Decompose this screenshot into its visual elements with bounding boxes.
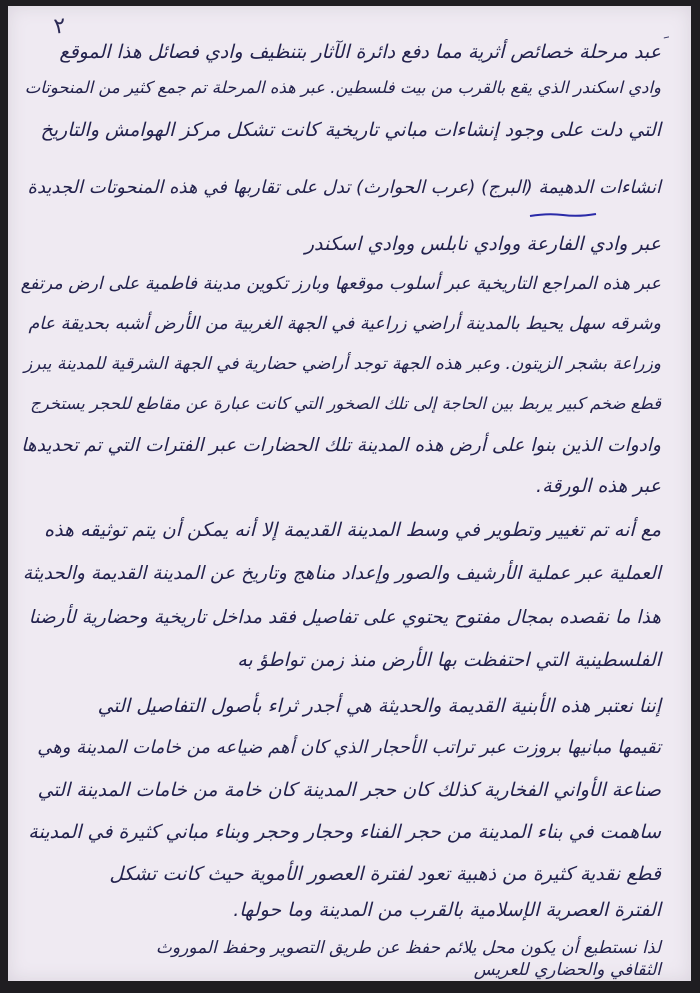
text-line: هذا ما نقصده بمجال مفتوح يحتوي على تفاصيل فقد مداخل تاريخية وحضارية لأرضنا — [28, 607, 661, 628]
handwritten-text-body — [8, 6, 691, 981]
text-line: وادوات الذين بنوا على أرض هذه المدينة تلك الحضارات عبر الفترات التي تم تحديدها — [21, 435, 661, 456]
corner-mark: ﹺ — [663, 20, 669, 41]
text-line: العملية عبر عملية الأرشيف والصور وإعداد مناهج وتاريخ عن المدينة القديمة والحديثة — [22, 563, 661, 584]
text-line: قطع نقدية كثيرة من ذهبية تعود لفترة العصور الأموية حيث كانت تشكل — [109, 863, 661, 885]
text-line: التي دلت على وجود إنشاءات مباني تاريخية كانت تشكل مركز الهوامش والتاريخ — [40, 119, 661, 141]
text-line: ساهمت في بناء المدينة من حجر الفناء وحجار وحجر وبناء مباني كثيرة في المدينة — [28, 821, 661, 843]
text-line: مع أنه تم تغيير وتطوير في وسط المدينة القديمة إلا أنه يمكن أن يتم توثيقه هذه — [44, 519, 661, 541]
text-line: عبر هذه الورقة. — [536, 475, 661, 497]
text-line: صناعة الأواني الفخارية كذلك كان حجر المدينة كان خامة من خامات المدينة التي — [37, 779, 661, 801]
manuscript-page — [8, 6, 691, 981]
text-line: قطع ضخم كبير يربط بين الحاجة إلى تلك الصخور التي كانت عبارة عن مقاطع للحجر يستخرج — [30, 394, 661, 413]
text-line: تقيمها مبانيها بروزت عبر تراتب الأحجار الذي كان أهم ضياعه من خامات المدينة وهي — [37, 737, 661, 758]
text-line: لذا نستطيع أن يكون محل يلائم حفظ عن طريق التصوير وحفظ الموروث — [155, 938, 661, 958]
text-line: وشرقه سهل يحيط بالمدينة أراضي زراعية في الجهة الغربية من الأرض أشبه بحديقة عام — [28, 314, 661, 334]
text-line: عبر هذه المراجع التاريخية عبر أسلوب موقعها وبارز تكوين مدينة فاطمية على ارض مرتفع — [20, 274, 661, 294]
text-line: عبد مرحلة خصائص أثرية مما دفع دائرة الآثار بتنظيف وادي فصائل هذا الموقع — [59, 41, 661, 63]
text-line: وزراعة بشجر الزيتون. وعبر هذه الجهة توجد أراضي حضارية في الجهة الشرقية للمدينة يبرز — [23, 354, 661, 374]
text-line: وادي اسكندر الذي يقع بالقرب من بيت فلسطين. عبر هذه المرحلة تم جمع كثير من المنحوتات — [24, 78, 661, 97]
text-line: عبر وادي الفارعة ووادي نابلس ووادي اسكندر — [304, 233, 661, 255]
text-line: إننا نعتبر هذه الأبنية القديمة والحديثة هي أجدر ثراء بأصول التفاصيل التي — [97, 695, 661, 717]
text-line: الفلسطينية التي احتفظت بها الأرض منذ زمن تواطؤ به — [237, 649, 661, 671]
text-line: الفترة العصرية الإسلامية بالقرب من المدينة وما حولها. — [233, 899, 661, 921]
text-line: انشاءات الدهيمة (البرج) (عرب الحوارث) تدل على تقاربها في هذه المنحوتات الجديدة — [27, 177, 661, 198]
text-line: الثقافي والحضاري للعريس — [473, 960, 661, 980]
page-number: ٢ — [52, 13, 68, 40]
